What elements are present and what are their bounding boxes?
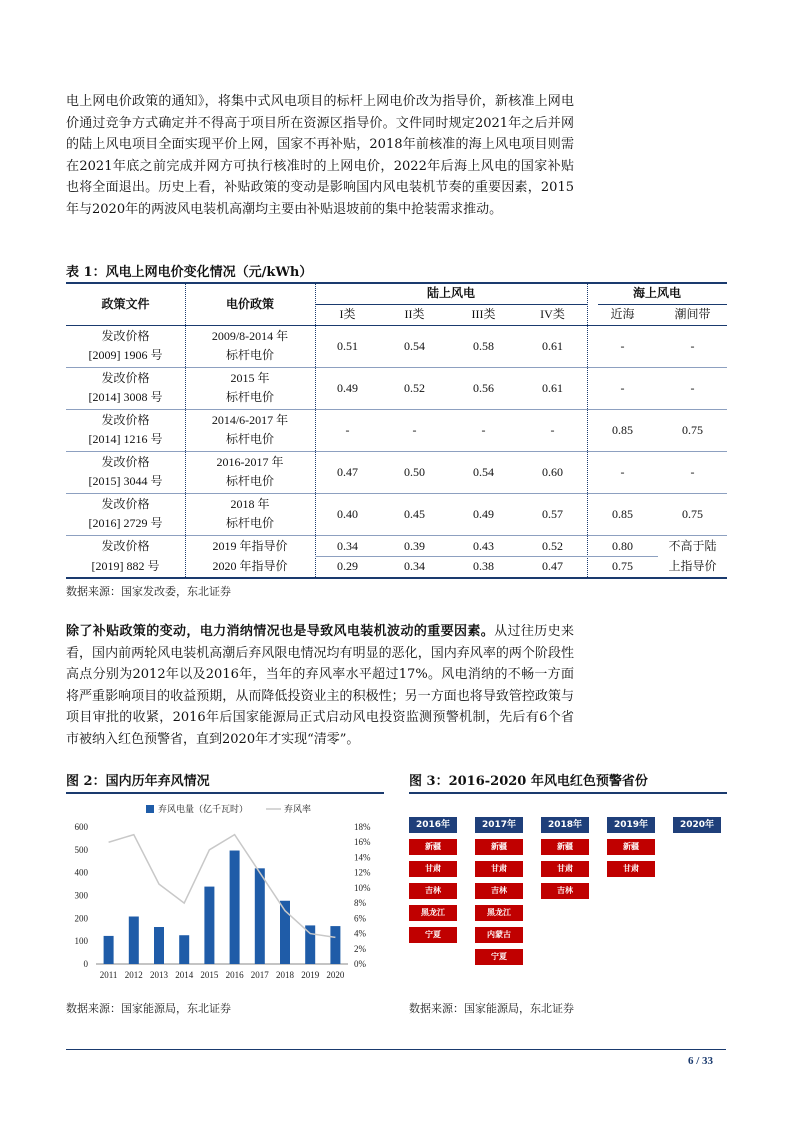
legend-bar-swatch: [146, 805, 154, 813]
policy-doc-line1: 发改价格: [101, 539, 150, 553]
x-tick-label: 2018: [276, 970, 294, 980]
price-cell: 0.52: [404, 381, 425, 395]
footer-rule: [66, 1049, 726, 1050]
header-bottom-rule: [66, 325, 727, 326]
price-cell: 0.40: [337, 507, 358, 521]
province-box: 甘肃: [541, 861, 589, 877]
x-tick-label: 2020: [326, 970, 345, 980]
price-cell: 0.75: [682, 423, 703, 437]
curtailed-energy-bar: [255, 868, 265, 964]
header-class: II类: [404, 307, 425, 321]
price-cell: 0.80: [612, 539, 633, 553]
price-cell: -: [345, 423, 350, 437]
right-tick-label: 14%: [354, 852, 371, 863]
legend-line-label: 弃风率: [284, 805, 312, 815]
year-box: 2019年: [607, 817, 655, 833]
header-offshore: 海上风电: [632, 286, 681, 300]
row-rule: [66, 535, 727, 536]
province-box: 甘肃: [409, 861, 457, 877]
paragraph-body: 从过往历史来看，国内前两轮风电装机高潮后弃风限电情况均有明显的恶化，国内弃风率的两个阶段性高点分别为2012年以及2016年，当年的弃风率水平超过17%。风电消纳的不畅一方面将严重影响项目的收益预期，从而降低投资业主的积极性；另一方面也将导致管控政策与项目审批的收紧，2016年后国家能源局正式启动风电投资监测预警机制，先后有6个省市被纳入红色预警省，直到2020年才实现“清零”。: [66, 624, 574, 747]
policy-doc-line1: 发改价格: [101, 329, 150, 343]
page-number: 6 / 33: [687, 1055, 713, 1067]
province-box: 吉林: [541, 883, 589, 899]
price-cell: 0.34: [404, 559, 425, 573]
fig2-source: 数据来源：国家能源局，东北证券: [66, 1002, 231, 1015]
row-rule: [66, 409, 727, 410]
left-tick-label: 500: [74, 844, 88, 855]
price-cell: -: [481, 423, 486, 437]
policy-doc-line1: 发改价格: [101, 413, 150, 427]
price-policy-line1: 2014/6-2017 年: [211, 413, 289, 427]
price-cell: 0.58: [473, 339, 494, 353]
header-offshore-type: 潮间带: [674, 307, 711, 321]
curtailed-energy-bar: [129, 917, 139, 964]
price-cell: 0.56: [473, 381, 494, 395]
right-tick-label: 12%: [354, 867, 371, 878]
price-cell: 0.49: [473, 507, 494, 521]
price-cell: 0.50: [404, 465, 425, 479]
price-cell: 0.34: [337, 539, 358, 553]
price-cell: 0.61: [542, 339, 563, 353]
province-box: 宁夏: [409, 927, 457, 943]
price-cell: 0.47: [542, 559, 563, 573]
right-tick-label: 4%: [354, 928, 366, 939]
policy-doc-line1: 发改价格: [101, 455, 150, 469]
price-cell: 0.43: [473, 539, 494, 553]
province-box: 新疆: [607, 839, 655, 855]
x-tick-label: 2019: [301, 970, 320, 980]
price-cell: 0.85: [612, 507, 633, 521]
year-box: 2017年: [475, 817, 523, 833]
fig3-source: 数据来源：国家能源局，东北证券: [409, 1002, 574, 1015]
province-box: 新疆: [541, 839, 589, 855]
legend-bar-label: 弃风电量（亿千瓦时）: [158, 805, 249, 815]
curtailed-energy-bar: [104, 936, 114, 964]
fig3-title: 图 3：2016-2020 年风电红色预警省份: [409, 774, 648, 789]
price-policy-line1: 2018 年: [230, 497, 270, 511]
price-cell: -: [690, 339, 695, 353]
province-box: 新疆: [409, 839, 457, 855]
row-rule: [66, 493, 727, 494]
province-box: 宁夏: [475, 949, 523, 965]
province-box: 吉林: [475, 883, 523, 899]
price-cell: 0.61: [542, 381, 563, 395]
header-class: III类: [471, 307, 496, 321]
price-policy-line2: 标杆电价: [225, 390, 274, 404]
onshore-subrule: [315, 304, 587, 305]
province-box: 甘肃: [607, 861, 655, 877]
price-cell: 0.39: [404, 539, 425, 553]
price-cell: 0.47: [337, 465, 358, 479]
province-box: 新疆: [475, 839, 523, 855]
x-tick-label: 2015: [200, 970, 219, 980]
curtailment-chart-svg: [66, 800, 384, 990]
curtailed-energy-bar: [179, 935, 189, 964]
price-cell: 0.54: [404, 339, 425, 353]
header-onshore: 陆上风电: [426, 286, 475, 300]
price-policy-line2: 标杆电价: [225, 474, 274, 488]
price-cell: 0.75: [682, 507, 703, 521]
price-cell: 0.57: [542, 507, 563, 521]
table-title: 表 1：风电上网电价变化情况（元/kWh）: [66, 265, 313, 280]
curtailed-energy-bar: [204, 887, 214, 964]
price-policy-line2: 标杆电价: [225, 348, 274, 362]
consumption-paragraph: [66, 621, 574, 750]
price-cell: -: [550, 423, 555, 437]
intro-paragraph: 电上网电价政策的通知》，将集中式风电项目的标杆上网电价改为指导价，新核准上网电价通过竞争方式确定并不得高于项目所在资源区指导价。文件同时规定2021年之后并网的陆上风电项目全面实现平价上网，国家不再补贴，2018年前核准的海上风电项目则需在2021年底之前完成并网方可执行核准时的上网电价，2022年后海上风电的国家补贴也将全面退出。历史上看，补贴政策的变动是影响国内风电装机节奏的重要因素，2015年与2020年的两波风电装机高潮均主要由补贴退坡前的集中抢装需求推动。: [66, 94, 574, 217]
price-cell: 0.54: [473, 465, 494, 479]
row-rule: [66, 451, 727, 452]
policy-doc-line2: [2016] 2729 号: [88, 516, 163, 530]
price-cell: -: [620, 381, 625, 395]
header-class: IV类: [540, 307, 565, 321]
x-tick-label: 2014: [175, 970, 194, 980]
x-tick-label: 2017: [250, 970, 269, 980]
policy-doc-line2: [2014] 3008 号: [88, 390, 163, 404]
policy-doc-line2: [2019] 882 号: [91, 559, 160, 573]
price-cell: 0.60: [542, 465, 563, 479]
year-box: 2016年: [409, 817, 457, 833]
price-policy-line1: 2015 年: [230, 371, 270, 385]
policy-doc-line1: 发改价格: [101, 497, 150, 511]
table-top-rule: [66, 282, 727, 284]
curtailed-energy-bar: [230, 851, 240, 964]
policy-doc-line2: [2015] 3044 号: [88, 474, 163, 488]
x-tick-label: 2013: [150, 970, 168, 980]
province-box: 黑龙江: [475, 905, 523, 921]
row-rule: [66, 367, 727, 368]
header-offshore-type: 近海: [610, 307, 635, 321]
price-cell: 0.38: [473, 559, 494, 573]
header-price-policy: 电价政策: [225, 297, 274, 311]
price-cell: -: [620, 339, 625, 353]
price-cell: 0.85: [612, 423, 633, 437]
fig2-title: 图 2：国内历年弃风情况: [66, 774, 210, 789]
province-box: 甘肃: [475, 861, 523, 877]
right-tick-label: 6%: [354, 913, 366, 924]
left-tick-label: 400: [74, 867, 88, 878]
x-tick-label: 2012: [124, 970, 143, 980]
right-tick-label: 8%: [354, 898, 366, 909]
right-tick-label: 16%: [354, 837, 371, 848]
sub-row-rule: [315, 556, 658, 557]
price-cell: 0.29: [337, 559, 358, 573]
table-bottom-rule: [66, 577, 727, 579]
right-tick-label: 10%: [354, 882, 371, 893]
left-tick-label: 200: [74, 913, 88, 924]
curtailment-rate-line: [109, 835, 336, 938]
right-tick-label: 18%: [354, 822, 371, 832]
price-policy-line1: 2016-2017 年: [216, 455, 284, 469]
price-cell: 0.52: [542, 539, 563, 553]
header-policy-doc: 政策文件: [101, 297, 150, 311]
price-policy-line2: 标杆电价: [225, 516, 274, 530]
offshore-subrule: [598, 304, 727, 305]
price-cell: -: [690, 381, 695, 395]
price-policy-line1: 2009/8-2014 年: [211, 329, 289, 343]
right-tick-label: 2%: [354, 943, 366, 954]
year-box: 2020年: [673, 817, 721, 833]
policy-doc-line2: [2014] 1216 号: [88, 432, 163, 446]
header-class: I类: [339, 307, 356, 321]
year-box: 2018年: [541, 817, 589, 833]
left-tick-label: 600: [74, 822, 88, 832]
price-policy-line2: 2020 年指导价: [212, 559, 288, 573]
table-source: 数据来源：国家发改委，东北证券: [66, 585, 231, 598]
price-cell: 上指导价: [668, 559, 717, 573]
price-cell: -: [412, 423, 417, 437]
x-tick-label: 2011: [99, 970, 118, 980]
fig2-title-rule: [66, 792, 384, 794]
right-tick-label: 0%: [354, 959, 366, 969]
paragraph-lead: 除了补贴政策的变动，电力消纳情况也是导致风电装机波动的重要因素。: [66, 624, 495, 639]
province-box: 黑龙江: [409, 905, 457, 921]
price-cell: -: [690, 465, 695, 479]
price-cell: 0.75: [612, 559, 633, 573]
curtailed-energy-bar: [330, 926, 340, 964]
price-cell: 0.51: [337, 339, 358, 353]
left-tick-label: 100: [74, 936, 88, 947]
price-cell: 0.45: [404, 507, 425, 521]
left-tick-label: 0: [83, 959, 88, 969]
policy-doc-line1: 发改价格: [101, 371, 150, 385]
province-box: 内蒙古: [475, 927, 523, 943]
fig3-title-rule: [409, 792, 727, 794]
price-cell: 不高于陆: [668, 539, 717, 553]
table-divider: [185, 282, 186, 577]
price-cell: -: [620, 465, 625, 479]
price-cell: 0.49: [337, 381, 358, 395]
province-box: 吉林: [409, 883, 457, 899]
curtailed-energy-bar: [154, 927, 164, 964]
x-tick-label: 2016: [225, 970, 244, 980]
policy-doc-line2: [2009] 1906 号: [88, 348, 163, 362]
left-tick-label: 300: [74, 890, 88, 901]
price-policy-line2: 标杆电价: [225, 432, 274, 446]
price-policy-line1: 2019 年指导价: [212, 539, 288, 553]
